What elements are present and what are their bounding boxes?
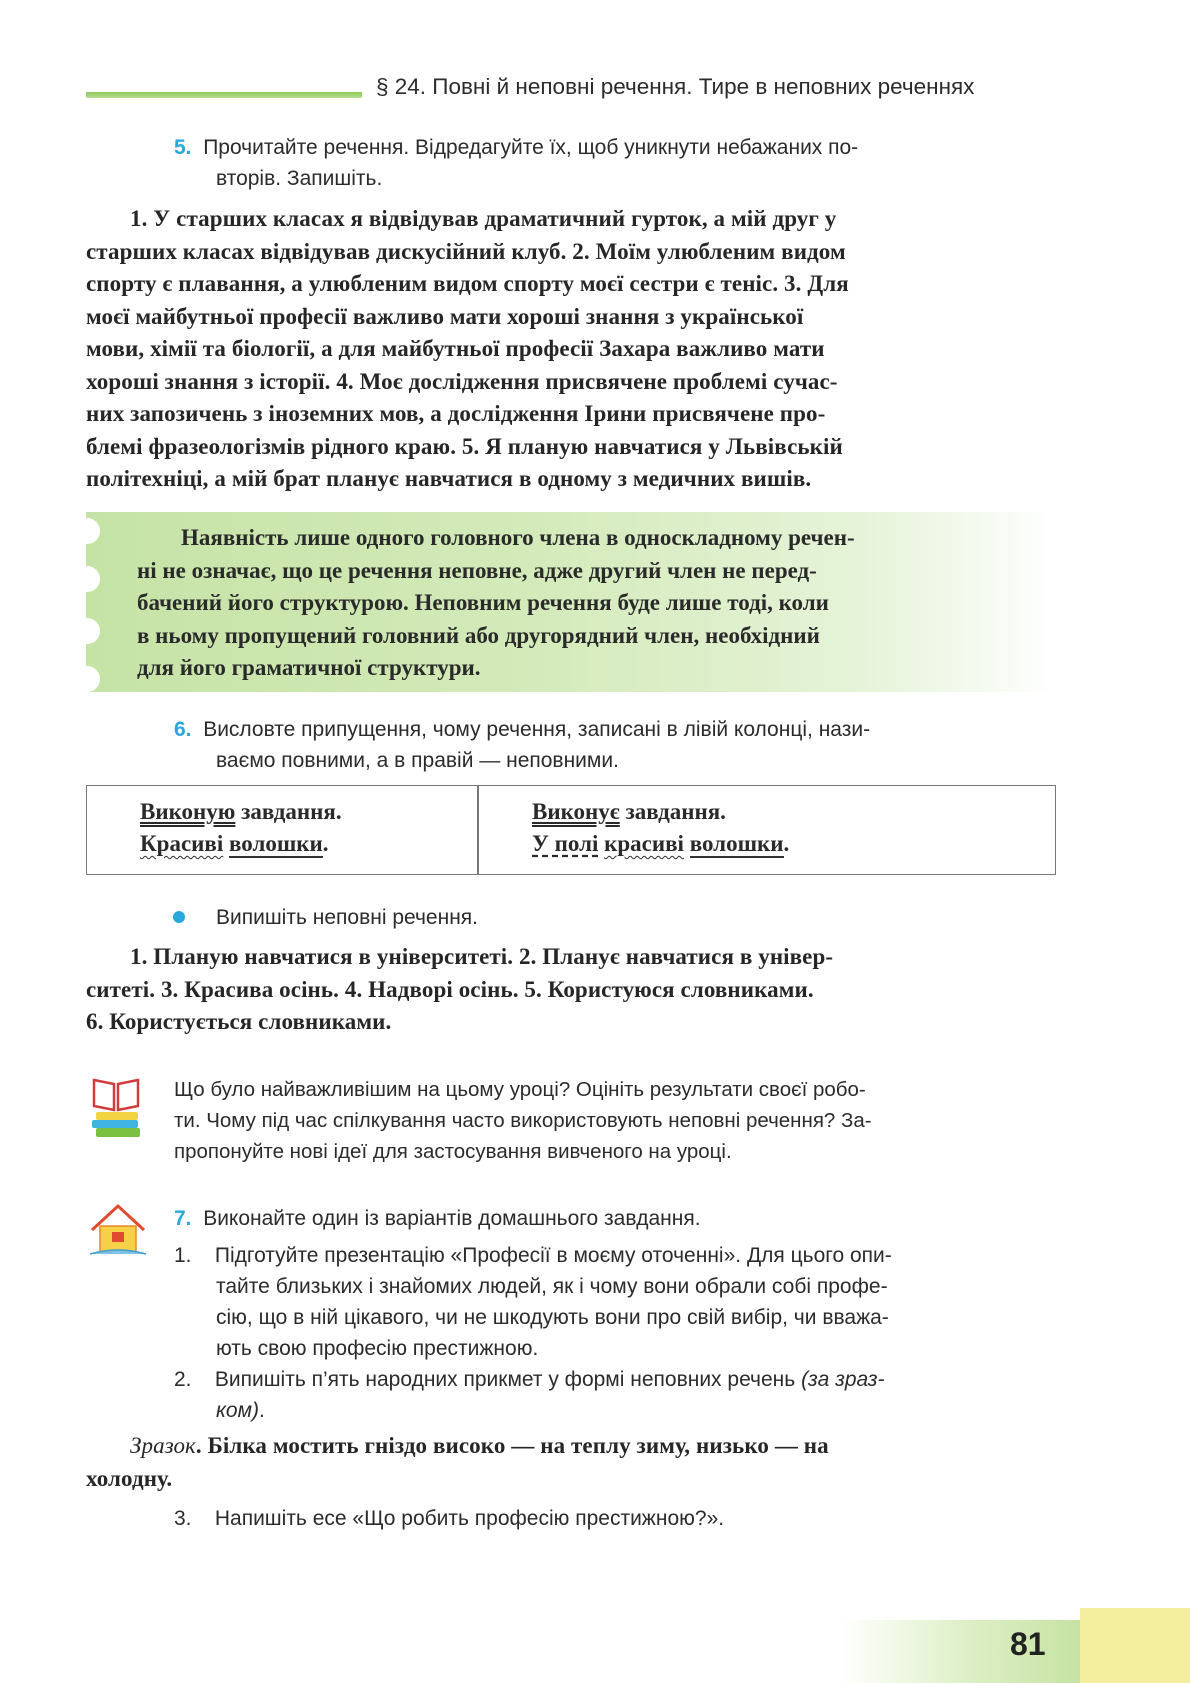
books-icon	[88, 1074, 144, 1142]
house-icon	[88, 1200, 148, 1258]
task-7-item-1: 1. Підготуйте презентацію «Професії в моєму оточенні». Для цього опи- тайте близьких і знайомих людей, як і чому вони обрали собі профе- сію, що в ній цікавого, чи не шкодують вони про свій вибір, чи вважа- ють свою професію престижною.	[174, 1244, 892, 1360]
task-6-number: 6.	[174, 718, 192, 741]
page-number: 81	[1010, 1626, 1046, 1662]
rule-text: Наявність лише одного головного члена в односкладному речен- ні не означає, що це речення неповне, адже другий член не перед- бачений його структурою. Неповним речення буде лише тоді, коли в ньому пропущений головний або другорядний член, необхідний для його граматичної структури.	[137, 525, 855, 680]
task-7-item-2: 2. Випишіть п’ять народних прикмет у формі неповних речень (за зраз- ком).	[174, 1368, 885, 1422]
table-right-column: Виконує завдання. У полі красиві волошки.	[532, 799, 790, 856]
task-7-number: 7.	[174, 1207, 192, 1230]
bold-word: необхідний	[704, 622, 820, 648]
decor-dot	[74, 518, 100, 544]
header-rule	[86, 92, 362, 98]
task-6-instruction: 6. Висловте припущення, чому речення, записані в лівій колонці, нази- ваємо повними, а в правій — неповними.	[174, 718, 871, 772]
decor-dot	[74, 566, 100, 592]
task-7-item-3: 3. Напишіть есе «Що робить професію престижною?».	[174, 1507, 725, 1530]
bullet-icon	[173, 911, 185, 923]
task-5-text: 1. У старших класах я відвідував драматичний гурток, а мій друг у старших класах відвідував дискусійний клуб. 2. Моїм улюбленим видом спорту є плавання, а улюбленим видом спорту моєї сестри є теніс. 3. Для моєї майбутньої професії важливо мати хороші знання з української мови, хімії та біології, а для майбутньої професії Захара важливо мати хороші знання з історії. 4. Моє дослідження присвячене проблемі сучас- них запозичень з іноземних мов, а дослідження Ірини присвячене про- блемі фразеологізмів рідного краю. 5. Я планую навчатися у Львівській політехніці, а мій брат планує навчатися в одному з медичних вишів.	[86, 206, 849, 491]
decor-dot	[74, 618, 100, 644]
bullet-task-text: Випишіть неповні речення.	[216, 906, 479, 929]
task-5-number: 5.	[174, 136, 192, 159]
example-label: Зразок	[130, 1433, 196, 1458]
task-5-instruction: 5. Прочитайте речення. Відредагуйте їх, щоб уникнути небажаних по- вторів. Запишіть.	[174, 136, 859, 190]
decor-dot	[74, 666, 100, 692]
table-divider	[477, 785, 479, 875]
sentences-text: 1. Планую навчатися в університеті. 2. Планує навчатися в універ- ситеті. 3. Красива осінь. 4. Надворі осінь. 5. Користуюся словниками. 6. Користується словниками.	[86, 944, 834, 1034]
task-7-title: 7. Виконайте один із варіантів домашнього завдання.	[174, 1207, 701, 1230]
section-title: § 24. Повні й неповні речення. Тире в неповних реченнях	[376, 74, 975, 99]
example-text: Зразок. Білка мостить гніздо високо — на теплу зиму, низько — на холодну.	[86, 1433, 829, 1491]
table-left-column: Виконую завдання. Красиві волошки.	[140, 799, 342, 856]
page-tab	[1080, 1608, 1190, 1683]
reflection-text: Що було найважливішим на цьому уроці? Оцініть результати своєї робо- ти. Чому під час спілкування часто використовують неповні речення? За- пропонуйте нові ідеї для застосування вивченого на уроці.	[174, 1078, 872, 1163]
